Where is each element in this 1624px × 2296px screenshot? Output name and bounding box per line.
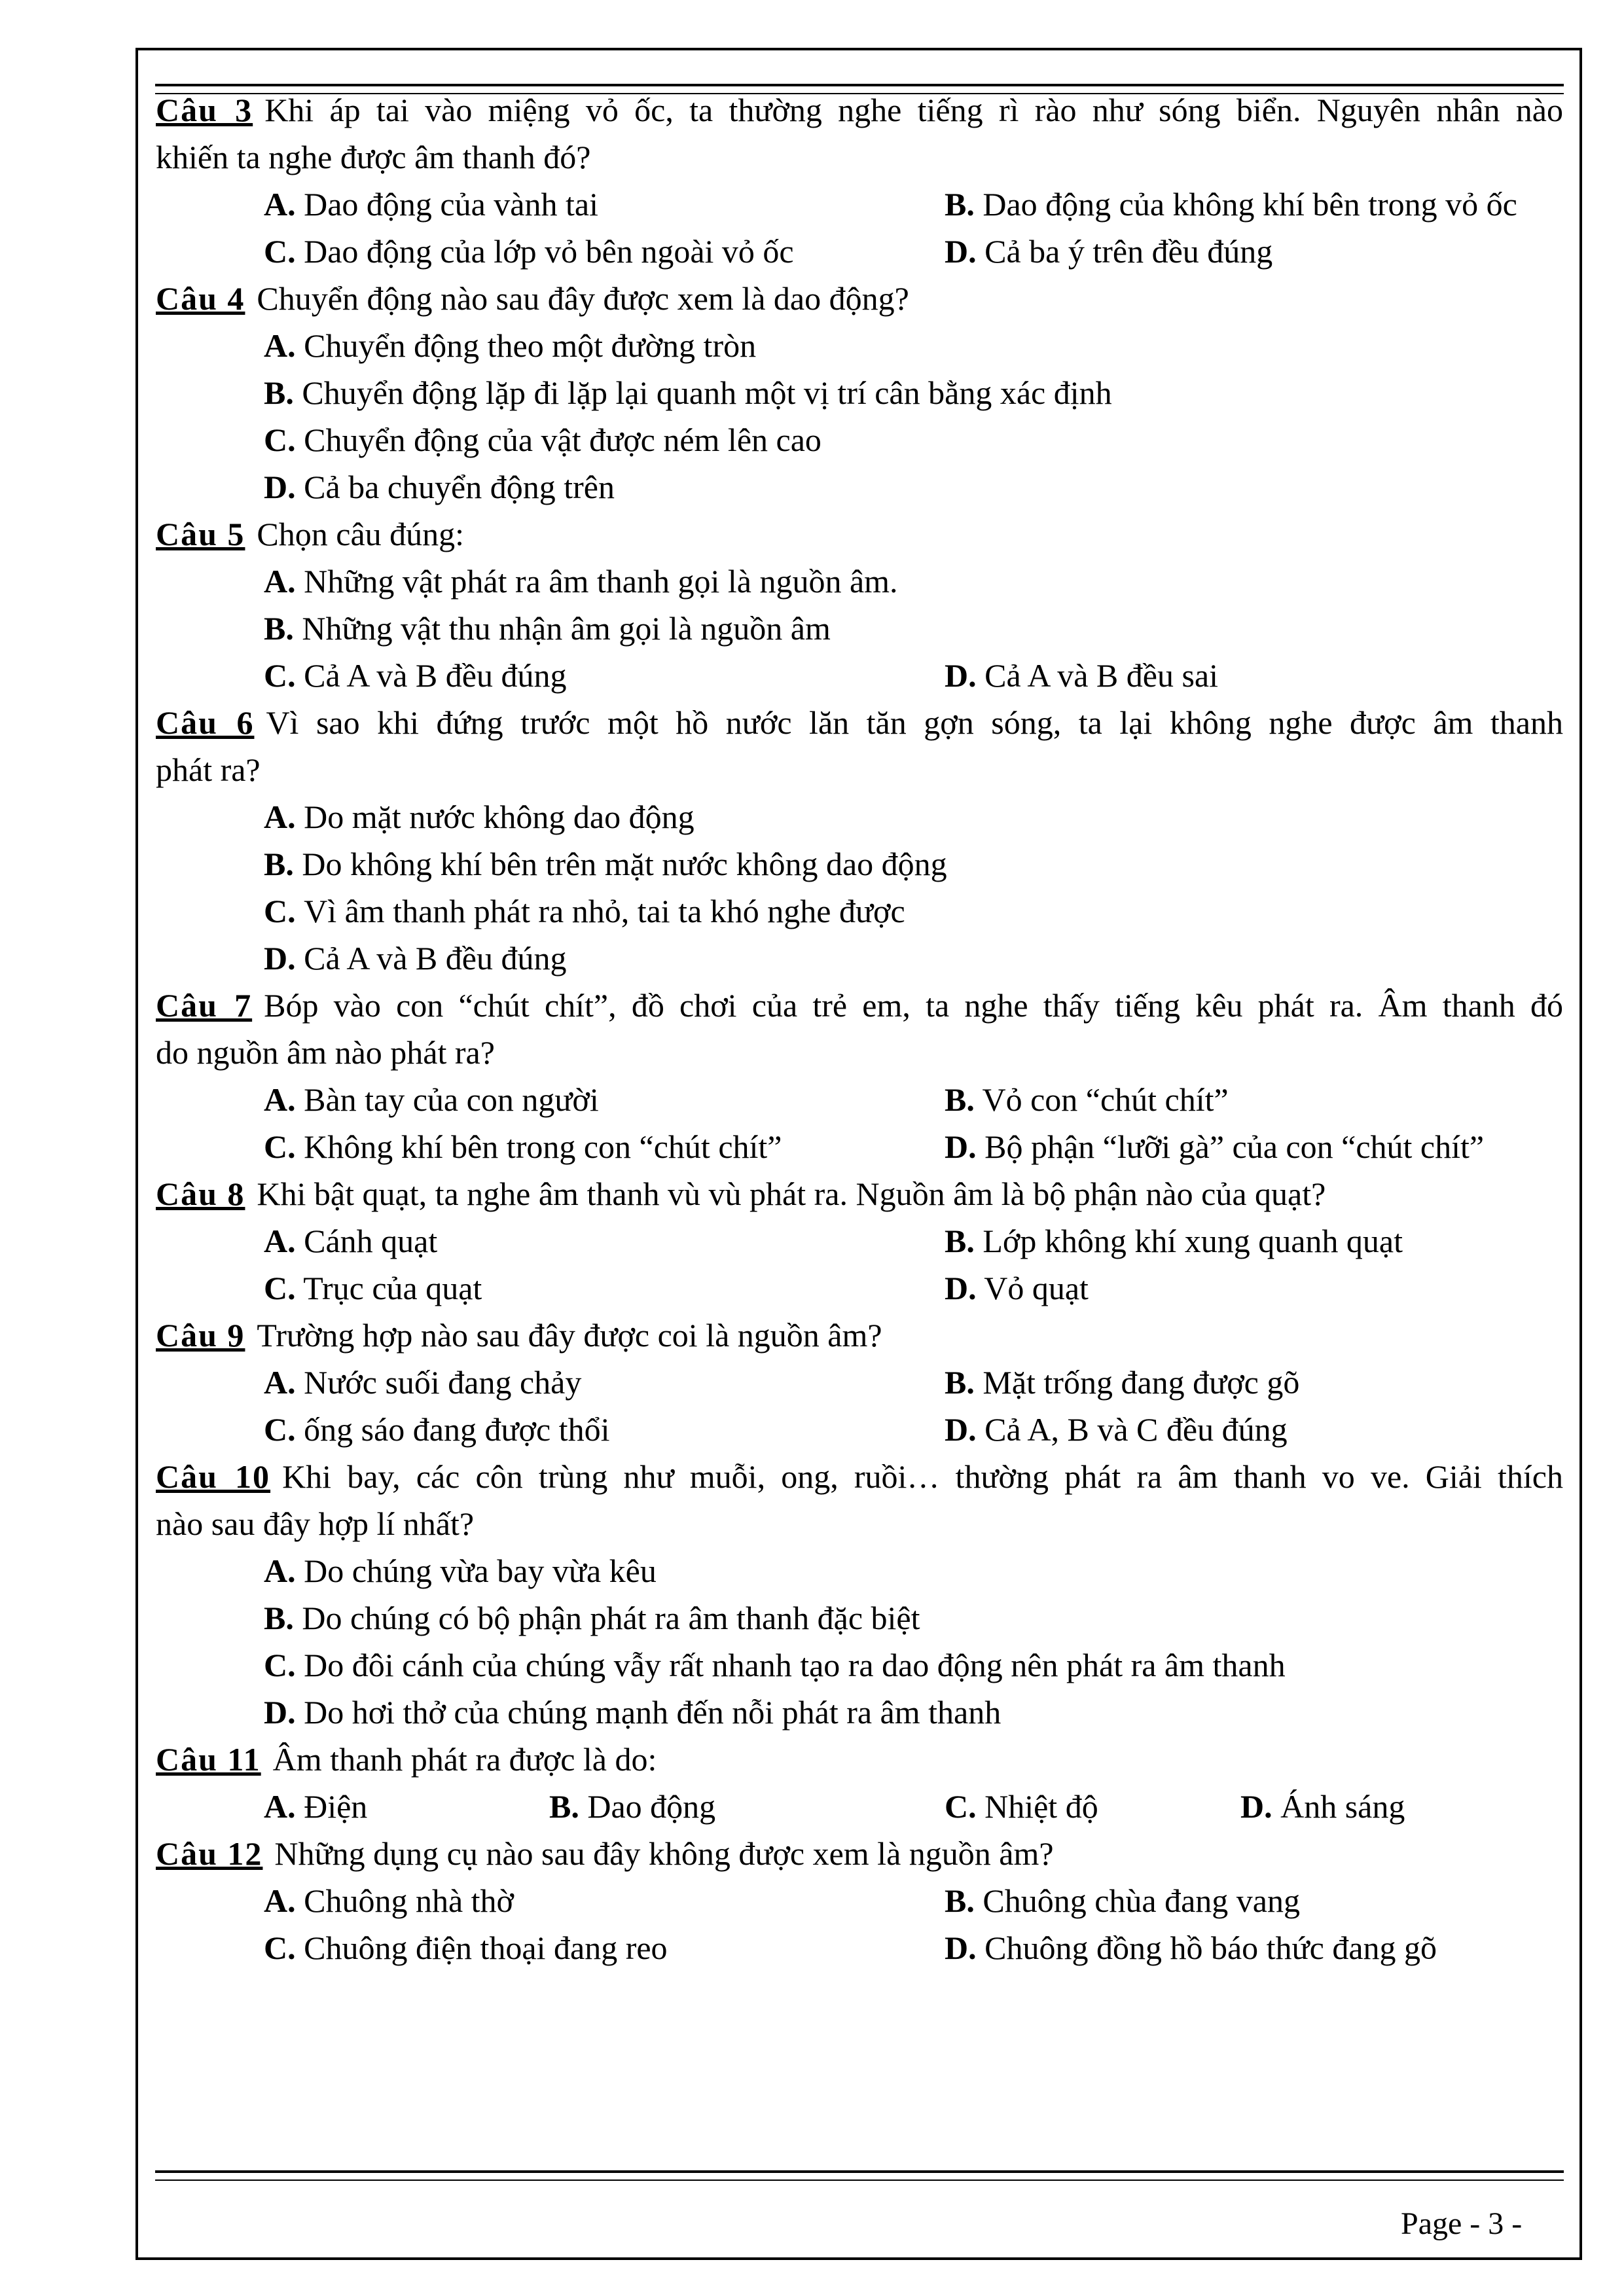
option-c[interactable]: C. Trục của quạt [264, 1270, 482, 1306]
option-c[interactable]: C. ống sáo đang được thổi [264, 1411, 610, 1448]
question-label: Câu 11 [156, 1741, 261, 1778]
question-stem: Câu 10 Khi bay, các côn trùng như muỗi, ong, ruồi… thường phát ra âm thanh vo ve. Giải thích [156, 1458, 1563, 1495]
option-b[interactable]: B. Mặt trống đang được gõ [945, 1364, 1300, 1401]
option-a[interactable]: A. Do mặt nước không dao động [264, 798, 695, 835]
option-d[interactable]: D. Bộ phận “lưỡi gà” của con “chút chít” [945, 1128, 1485, 1165]
option-b[interactable]: B. Dao động [549, 1788, 716, 1825]
question-5 [156, 511, 1563, 699]
question-stem: Câu 8 Khi bật quạt, ta nghe âm thanh vù vù phát ra. Nguồn âm là bộ phận nào của quạt? [156, 1175, 1326, 1212]
option-row [156, 1406, 1563, 1453]
question-stem-continuation: phát ra? [156, 751, 261, 788]
question-12 [156, 1830, 1563, 1971]
question-list [156, 86, 1563, 1971]
option-row [156, 1783, 1563, 1830]
question-stem: Câu 6 Vì sao khi đứng trước một hồ nước lăn tăn gợn sóng, ta lại không nghe được âm thanh [156, 704, 1564, 741]
question-stem: Câu 12 Những dụng cụ nào sau đây không được xem là nguồn âm? [156, 1835, 1054, 1872]
option-b[interactable]: B. Dao động của không khí bên trong vỏ ốc [945, 186, 1517, 223]
option-c[interactable]: C. Dao động của lớp vỏ bên ngoài vỏ ốc [264, 233, 794, 270]
question-label: Câu 7 [156, 987, 253, 1024]
option-c[interactable]: C. Nhiệt độ [945, 1788, 1098, 1825]
question-label: Câu 3 [156, 92, 253, 128]
question-label: Câu 5 [156, 516, 245, 552]
option-b[interactable]: B. Chuyển động lặp đi lặp lại quanh một vị trí cân bằng xác định [264, 374, 1112, 411]
question-stem: Câu 9 Trường hợp nào sau đây được coi là nguồn âm? [156, 1317, 882, 1354]
question-11 [156, 1736, 1563, 1830]
option-d[interactable]: D. Chuông đồng hồ báo thức đang gõ [945, 1929, 1437, 1966]
option-row [156, 652, 1563, 699]
option-a[interactable]: A. Cánh quạt [264, 1223, 438, 1259]
option-a[interactable]: A. Những vật phát ra âm thanh gọi là nguồn âm. [264, 563, 898, 600]
option-a[interactable]: A. Bàn tay của con người [264, 1081, 599, 1118]
option-c[interactable]: C. Không khí bên trong con “chút chít” [264, 1128, 782, 1165]
option-a[interactable]: A. Do chúng vừa bay vừa kêu [264, 1552, 657, 1589]
option-b[interactable]: B. Do không khí bên trên mặt nước không dao động [264, 846, 947, 882]
question-8 [156, 1170, 1563, 1312]
question-3 [156, 86, 1563, 275]
option-c[interactable]: C. Cả A và B đều đúng [264, 657, 567, 694]
option-d[interactable]: D. Ánh sáng [1240, 1788, 1405, 1825]
option-row [156, 181, 1563, 228]
question-4 [156, 275, 1563, 511]
option-row [156, 1924, 1563, 1971]
question-label: Câu 4 [156, 280, 245, 317]
option-c[interactable]: C. Chuyển động của vật được ném lên cao [264, 422, 821, 458]
option-c[interactable]: C. Do đôi cánh của chúng vẫy rất nhanh tạo ra dao động nên phát ra âm thanh [264, 1647, 1286, 1683]
question-label: Câu 6 [156, 704, 255, 741]
option-a[interactable]: A. Dao động của vành tai [264, 186, 598, 223]
option-d[interactable]: D. Vỏ quạt [945, 1270, 1089, 1306]
option-a[interactable]: A. Chuyển động theo một đường tròn [264, 327, 757, 364]
option-d[interactable]: D. Cả A và B đều đúng [264, 940, 567, 977]
option-row [156, 228, 1563, 275]
option-row [156, 1123, 1563, 1170]
option-d[interactable]: D. Cả ba ý trên đều đúng [945, 233, 1273, 270]
option-b[interactable]: B. Vỏ con “chút chít” [945, 1081, 1229, 1118]
question-stem-continuation: khiến ta nghe được âm thanh đó? [156, 139, 591, 175]
option-c[interactable]: C. Vì âm thanh phát ra nhỏ, tai ta khó nghe được [264, 893, 905, 929]
question-stem: Câu 3 Khi áp tai vào miệng vỏ ốc, ta thường nghe tiếng rì rào như sóng biển. Nguyên nhân nào [156, 92, 1563, 128]
question-stem: Câu 11 Âm thanh phát ra được là do: [156, 1741, 657, 1778]
question-stem: Câu 4 Chuyển động nào sau đây được xem là dao động? [156, 280, 909, 317]
option-row [156, 1217, 1563, 1265]
option-b[interactable]: B. Lớp không khí xung quanh quạt [945, 1223, 1403, 1259]
option-a[interactable]: A. Nước suối đang chảy [264, 1364, 582, 1401]
question-7 [156, 982, 1563, 1170]
option-b[interactable]: B. Những vật thu nhận âm gọi là nguồn âm [264, 610, 831, 647]
question-6 [156, 699, 1563, 982]
question-label: Câu 12 [156, 1835, 263, 1872]
question-label: Câu 9 [156, 1317, 245, 1354]
question-label: Câu 10 [156, 1458, 271, 1495]
option-row [156, 1265, 1563, 1312]
option-a[interactable]: A. Chuông nhà thờ [264, 1882, 514, 1919]
question-stem: Câu 5 Chọn câu đúng: [156, 516, 465, 552]
option-d[interactable]: D. Cả A, B và C đều đúng [945, 1411, 1288, 1448]
option-a[interactable]: A. Điện [264, 1788, 368, 1825]
option-b[interactable]: B. Do chúng có bộ phận phát ra âm thanh đặc biệt [264, 1600, 920, 1636]
question-stem: Câu 7 Bóp vào con “chút chít”, đồ chơi của trẻ em, ta nghe thấy tiếng kêu phát ra. Âm thanh đó [156, 987, 1563, 1024]
question-10 [156, 1453, 1563, 1736]
question-label: Câu 8 [156, 1175, 245, 1212]
option-row [156, 1877, 1563, 1924]
footer-double-rule [155, 2170, 1564, 2181]
option-d[interactable]: D. Do hơi thở của chúng mạnh đến nỗi phát ra âm thanh [264, 1694, 1001, 1731]
option-b[interactable]: B. Chuông chùa đang vang [945, 1882, 1300, 1919]
page-number: Page - 3 - [1401, 2206, 1523, 2241]
option-d[interactable]: D. Cả A và B đều sai [945, 657, 1219, 694]
question-stem-continuation: nào sau đây hợp lí nhất? [156, 1505, 475, 1542]
option-row [156, 1076, 1563, 1123]
option-d[interactable]: D. Cả ba chuyển động trên [264, 469, 615, 505]
option-c[interactable]: C. Chuông điện thoại đang reo [264, 1929, 668, 1966]
question-9 [156, 1312, 1563, 1453]
question-stem-continuation: do nguồn âm nào phát ra? [156, 1034, 495, 1071]
option-row [156, 1359, 1563, 1406]
